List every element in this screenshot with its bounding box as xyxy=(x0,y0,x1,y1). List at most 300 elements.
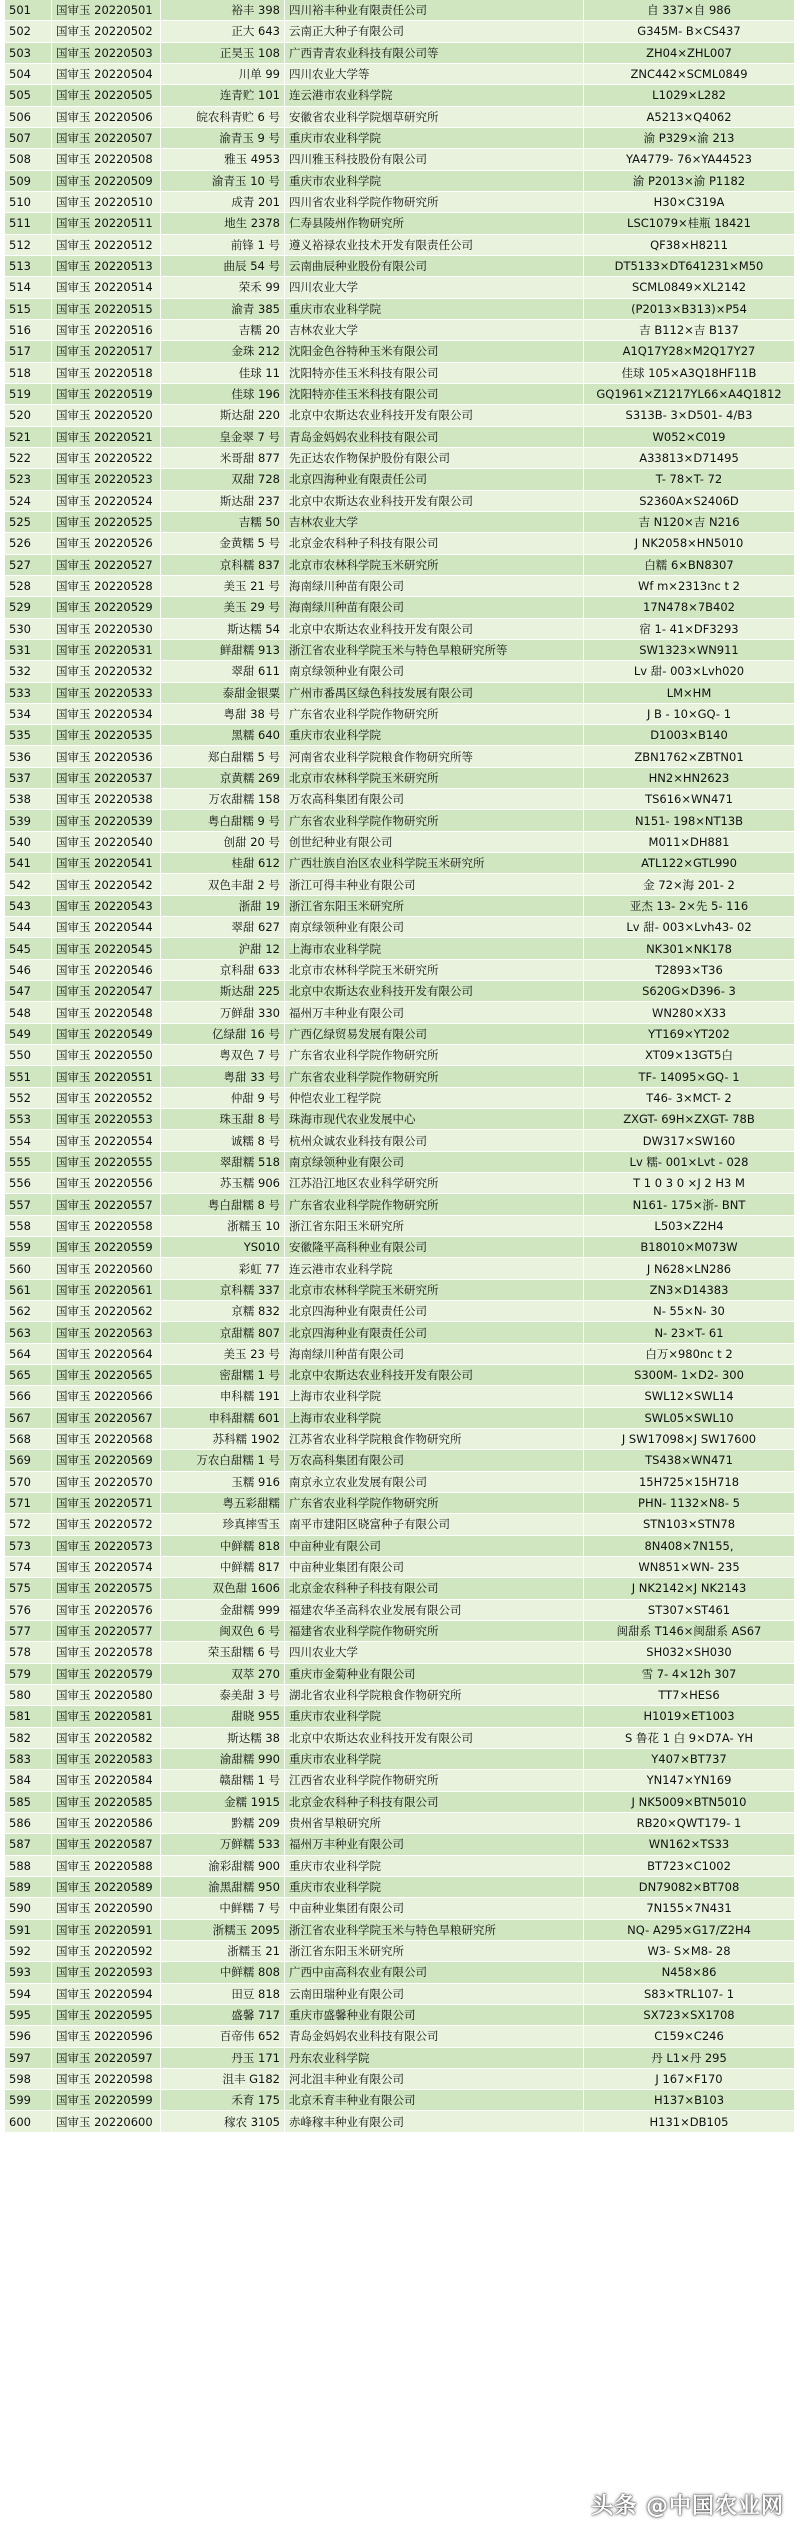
row-number: 571 xyxy=(5,1492,52,1513)
row-number: 595 xyxy=(5,2004,52,2025)
table-row xyxy=(5,703,795,724)
variety-name: 粤双色 7 号 xyxy=(161,1045,285,1066)
approval-code: 国审玉 20220516 xyxy=(52,319,161,340)
table-row xyxy=(5,618,795,639)
applicant: 南平市建阳区晓富种子有限公司 xyxy=(285,1514,584,1535)
pedigree: C159×C246 xyxy=(584,2026,795,2047)
table-row xyxy=(5,2004,795,2025)
pedigree: 渝 P329×渝 213 xyxy=(584,127,795,148)
table-row xyxy=(5,2026,795,2047)
approval-code: 国审玉 20220568 xyxy=(52,1428,161,1449)
table-row xyxy=(5,874,795,895)
row-number: 524 xyxy=(5,490,52,511)
table-row xyxy=(5,1066,795,1087)
variety-name: 金糯 1915 xyxy=(161,1791,285,1812)
pedigree: S 鲁花 1 白 9×D7A- YH xyxy=(584,1727,795,1748)
row-number: 564 xyxy=(5,1343,52,1364)
approval-code: 国审玉 20220530 xyxy=(52,618,161,639)
table-row xyxy=(5,575,795,596)
pedigree: Lv 甜- 003×Lvh020 xyxy=(584,661,795,682)
applicant: 青岛金妈妈农业科技有限公司 xyxy=(285,426,584,447)
pedigree: NK301×NK178 xyxy=(584,938,795,959)
approval-code: 国审玉 20220559 xyxy=(52,1237,161,1258)
applicant: 重庆市农业科学院 xyxy=(285,170,584,191)
pedigree: LM×HM xyxy=(584,682,795,703)
approval-code: 国审玉 20220589 xyxy=(52,1876,161,1897)
approval-code: 国审玉 20220524 xyxy=(52,490,161,511)
pedigree: XT09×13GT5白 xyxy=(584,1045,795,1066)
applicant: 重庆市农业科学院 xyxy=(285,298,584,319)
row-number: 543 xyxy=(5,895,52,916)
pedigree: SCML0849×XL2142 xyxy=(584,277,795,298)
pedigree: A33813×D71495 xyxy=(584,447,795,468)
applicant: 广州市番禺区绿色科技发展有限公司 xyxy=(285,682,584,703)
approval-code: 国审玉 20220596 xyxy=(52,2026,161,2047)
table-row xyxy=(5,426,795,447)
applicant: 海南绿川种苗有限公司 xyxy=(285,1343,584,1364)
approval-code: 国审玉 20220595 xyxy=(52,2004,161,2025)
variety-name: 赣甜糯 1 号 xyxy=(161,1770,285,1791)
approval-code: 国审玉 20220548 xyxy=(52,1002,161,1023)
approval-code: 国审玉 20220511 xyxy=(52,213,161,234)
applicant: 重庆市金菊种业有限公司 xyxy=(285,1663,584,1684)
approval-code: 国审玉 20220567 xyxy=(52,1407,161,1428)
variety-name: 翠甜糯 518 xyxy=(161,1151,285,1172)
pedigree: 金 72×海 201- 2 xyxy=(584,874,795,895)
applicant: 上海市农业科学院 xyxy=(285,938,584,959)
approval-code: 国审玉 20220574 xyxy=(52,1556,161,1577)
approval-code: 国审玉 20220573 xyxy=(52,1535,161,1556)
variety-name: 丹玉 171 xyxy=(161,2047,285,2068)
table-row xyxy=(5,1983,795,2004)
applicant: 创世纪种业有限公司 xyxy=(285,831,584,852)
table-row xyxy=(5,1919,795,1940)
pedigree: J B - 10×GQ- 1 xyxy=(584,703,795,724)
variety-name: 斯达糯 54 xyxy=(161,618,285,639)
applicant: 浙江可得丰种业有限公司 xyxy=(285,874,584,895)
applicant: 浙江省东阳玉米研究所 xyxy=(285,1215,584,1236)
row-number: 556 xyxy=(5,1173,52,1194)
variety-name: 双色甜 1606 xyxy=(161,1578,285,1599)
table-row xyxy=(5,511,795,532)
row-number: 530 xyxy=(5,618,52,639)
row-number: 538 xyxy=(5,789,52,810)
variety-name: 金黄糯 5 号 xyxy=(161,533,285,554)
table-row xyxy=(5,1343,795,1364)
table-row xyxy=(5,42,795,63)
pedigree: S83×TRL107- 1 xyxy=(584,1983,795,2004)
pedigree: 亚杰 13- 2×先 5- 116 xyxy=(584,895,795,916)
table-row xyxy=(5,746,795,767)
table-row xyxy=(5,0,795,21)
pedigree: TS438×WN471 xyxy=(584,1450,795,1471)
row-number: 532 xyxy=(5,661,52,682)
approval-code: 国审玉 20220514 xyxy=(52,277,161,298)
row-number: 575 xyxy=(5,1578,52,1599)
approval-code: 国审玉 20220513 xyxy=(52,255,161,276)
pedigree: SWL12×SWL14 xyxy=(584,1386,795,1407)
applicant: 吉林农业大学 xyxy=(285,511,584,532)
table-row xyxy=(5,1535,795,1556)
variety-name: 翠甜 627 xyxy=(161,917,285,938)
applicant: 上海市农业科学院 xyxy=(285,1386,584,1407)
row-number: 513 xyxy=(5,255,52,276)
approval-code: 国审玉 20220526 xyxy=(52,533,161,554)
approval-code: 国审玉 20220570 xyxy=(52,1471,161,1492)
row-number: 600 xyxy=(5,2111,52,2132)
pedigree: WN280×X33 xyxy=(584,1002,795,1023)
applicant: 四川农业大学等 xyxy=(285,63,584,84)
row-number: 507 xyxy=(5,127,52,148)
pedigree: T46- 3×MCT- 2 xyxy=(584,1087,795,1108)
pedigree: ZBN1762×ZBTN01 xyxy=(584,746,795,767)
approval-code: 国审玉 20220545 xyxy=(52,938,161,959)
row-number: 550 xyxy=(5,1045,52,1066)
variety-name: 粤甜 33 号 xyxy=(161,1066,285,1087)
approval-code: 国审玉 20220535 xyxy=(52,725,161,746)
table-row xyxy=(5,1556,795,1577)
pedigree: J NK2058×HN5010 xyxy=(584,533,795,554)
variety-name: 皖农科青贮 6 号 xyxy=(161,106,285,127)
approval-code: 国审玉 20220553 xyxy=(52,1109,161,1130)
applicant: 广西中亩高科农业有限公司 xyxy=(285,1962,584,1983)
row-number: 542 xyxy=(5,874,52,895)
table-row xyxy=(5,1450,795,1471)
approval-code: 国审玉 20220510 xyxy=(52,191,161,212)
variety-name: 前锋 1 号 xyxy=(161,234,285,255)
row-number: 512 xyxy=(5,234,52,255)
approval-code: 国审玉 20220537 xyxy=(52,767,161,788)
applicant: 重庆市农业科学院 xyxy=(285,725,584,746)
row-number: 573 xyxy=(5,1535,52,1556)
row-number: 520 xyxy=(5,405,52,426)
table-row xyxy=(5,2090,795,2111)
table-row xyxy=(5,554,795,575)
pedigree: YN147×YN169 xyxy=(584,1770,795,1791)
pedigree: DW317×SW160 xyxy=(584,1130,795,1151)
applicant: 四川农业大学 xyxy=(285,1642,584,1663)
approval-code: 国审玉 20220555 xyxy=(52,1151,161,1172)
applicant: 连云港市农业科学院 xyxy=(285,85,584,106)
applicant: 重庆市盛馨种业有限公司 xyxy=(285,2004,584,2025)
variety-name: 地生 2378 xyxy=(161,213,285,234)
variety-name: 百帝伟 652 xyxy=(161,2026,285,2047)
pedigree: WN851×WN- 235 xyxy=(584,1556,795,1577)
approval-code: 国审玉 20220522 xyxy=(52,447,161,468)
applicant: 先正达农作物保护股份有限公司 xyxy=(285,447,584,468)
applicant: 广东省农业科学院作物研究所 xyxy=(285,1045,584,1066)
variety-name: 鲜甜糯 913 xyxy=(161,639,285,660)
applicant: 河北沮丰种业有限公司 xyxy=(285,2068,584,2089)
table-row xyxy=(5,2047,795,2068)
applicant: 沈阳特亦佳玉米科技有限公司 xyxy=(285,383,584,404)
table-row xyxy=(5,1620,795,1641)
approval-code: 国审玉 20220584 xyxy=(52,1770,161,1791)
row-number: 506 xyxy=(5,106,52,127)
applicant: 南京绿领种业有限公司 xyxy=(285,917,584,938)
approval-code: 国审玉 20220506 xyxy=(52,106,161,127)
approval-code: 国审玉 20220571 xyxy=(52,1492,161,1513)
row-number: 577 xyxy=(5,1620,52,1641)
table-row xyxy=(5,234,795,255)
pedigree: S620G×D396- 3 xyxy=(584,981,795,1002)
applicant: 广东省农业科学院作物研究所 xyxy=(285,810,584,831)
table-row xyxy=(5,1940,795,1961)
approval-code: 国审玉 20220554 xyxy=(52,1130,161,1151)
variety-name: 粤白甜糯 9 号 xyxy=(161,810,285,831)
applicant: 重庆市农业科学院 xyxy=(285,127,584,148)
applicant: 重庆市农业科学院 xyxy=(285,1748,584,1769)
row-number: 585 xyxy=(5,1791,52,1812)
pedigree: B18010×M073W xyxy=(584,1237,795,1258)
approval-code: 国审玉 20220507 xyxy=(52,127,161,148)
row-number: 502 xyxy=(5,21,52,42)
applicant: 北京中农斯达农业科技开发有限公司 xyxy=(285,490,584,511)
table-row xyxy=(5,1855,795,1876)
variety-name: 双甜 728 xyxy=(161,469,285,490)
row-number: 540 xyxy=(5,831,52,852)
row-number: 515 xyxy=(5,298,52,319)
row-number: 569 xyxy=(5,1450,52,1471)
applicant: 北京金农科种子科技有限公司 xyxy=(285,533,584,554)
row-number: 527 xyxy=(5,554,52,575)
row-number: 561 xyxy=(5,1279,52,1300)
variety-name: 玉糯 916 xyxy=(161,1471,285,1492)
row-number: 560 xyxy=(5,1258,52,1279)
variety-name: 申科糯 191 xyxy=(161,1386,285,1407)
row-number: 539 xyxy=(5,810,52,831)
variety-name: 荣禾 99 xyxy=(161,277,285,298)
pedigree: N151- 198×NT13B xyxy=(584,810,795,831)
row-number: 552 xyxy=(5,1087,52,1108)
variety-name: 美玉 23 号 xyxy=(161,1343,285,1364)
pedigree: T2893×T36 xyxy=(584,959,795,980)
table-row xyxy=(5,2068,795,2089)
approval-code: 国审玉 20220536 xyxy=(52,746,161,767)
applicant: 北京四海种业有限责任公司 xyxy=(285,1301,584,1322)
pedigree: J N628×LN286 xyxy=(584,1258,795,1279)
approval-code: 国审玉 20220583 xyxy=(52,1748,161,1769)
pedigree: 15H725×15H718 xyxy=(584,1471,795,1492)
row-number: 519 xyxy=(5,383,52,404)
pedigree: YT169×YT202 xyxy=(584,1023,795,1044)
table-row xyxy=(5,447,795,468)
row-number: 567 xyxy=(5,1407,52,1428)
approval-code: 国审玉 20220525 xyxy=(52,511,161,532)
approval-code: 国审玉 20220519 xyxy=(52,383,161,404)
approval-code: 国审玉 20220529 xyxy=(52,597,161,618)
variety-name: 成青 201 xyxy=(161,191,285,212)
row-number: 525 xyxy=(5,511,52,532)
pedigree: S300M- 1×D2- 300 xyxy=(584,1365,795,1386)
row-number: 594 xyxy=(5,1983,52,2004)
approval-code: 国审玉 20220578 xyxy=(52,1642,161,1663)
variety-name: 郑白甜糯 5 号 xyxy=(161,746,285,767)
approval-code: 国审玉 20220528 xyxy=(52,575,161,596)
row-number: 579 xyxy=(5,1663,52,1684)
pedigree: YA4779- 76×YA44523 xyxy=(584,149,795,170)
table-row xyxy=(5,490,795,511)
variety-name: 美玉 29 号 xyxy=(161,597,285,618)
approval-code: 国审玉 20220539 xyxy=(52,810,161,831)
table-row xyxy=(5,1237,795,1258)
pedigree: SW1323×WN911 xyxy=(584,639,795,660)
variety-name: 泰甜金银粟 xyxy=(161,682,285,703)
table-row xyxy=(5,383,795,404)
variety-name: 浙糯玉 2095 xyxy=(161,1919,285,1940)
row-number: 534 xyxy=(5,703,52,724)
approval-code: 国审玉 20220598 xyxy=(52,2068,161,2089)
applicant: 北京金农科种子科技有限公司 xyxy=(285,1578,584,1599)
row-number: 514 xyxy=(5,277,52,298)
row-number: 565 xyxy=(5,1365,52,1386)
variety-name: 诚糯 8 号 xyxy=(161,1130,285,1151)
row-number: 557 xyxy=(5,1194,52,1215)
row-number: 528 xyxy=(5,575,52,596)
applicant: 重庆市农业科学院 xyxy=(285,1855,584,1876)
table-row xyxy=(5,319,795,340)
approval-code: 国审玉 20220521 xyxy=(52,426,161,447)
table-row xyxy=(5,85,795,106)
applicant: 福州万丰种业有限公司 xyxy=(285,1002,584,1023)
table-row xyxy=(5,1130,795,1151)
approval-code: 国审玉 20220534 xyxy=(52,703,161,724)
applicant: 北京禾育丰种业有限公司 xyxy=(285,2090,584,2111)
pedigree: Lv 糯- 001×Lvt - 028 xyxy=(584,1151,795,1172)
variety-name: 渝青 385 xyxy=(161,298,285,319)
row-number: 551 xyxy=(5,1066,52,1087)
pedigree: QF38×H8211 xyxy=(584,234,795,255)
applicant: 云南曲辰种业股份有限公司 xyxy=(285,255,584,276)
approval-code: 国审玉 20220532 xyxy=(52,661,161,682)
variety-name: 渝彩甜糯 900 xyxy=(161,1855,285,1876)
pedigree: H1019×ET1003 xyxy=(584,1706,795,1727)
applicant: 北京中农斯达农业科技开发有限公司 xyxy=(285,981,584,1002)
variety-name: 浙糯玉 21 xyxy=(161,1940,285,1961)
pedigree: 7N155×7N431 xyxy=(584,1898,795,1919)
table-row xyxy=(5,1215,795,1236)
applicant: 浙江省农业科学院玉米与特色旱粮研究所等 xyxy=(285,639,584,660)
applicant: 浙江省东阳玉米研究所 xyxy=(285,1940,584,1961)
variety-name: 翠甜 611 xyxy=(161,661,285,682)
pedigree: ST307×ST461 xyxy=(584,1599,795,1620)
applicant: 连云港市农业科学院 xyxy=(285,1258,584,1279)
approval-code: 国审玉 20220586 xyxy=(52,1812,161,1833)
variety-name: 京科甜 633 xyxy=(161,959,285,980)
table-row xyxy=(5,1322,795,1343)
variety-name: 浙糯玉 10 xyxy=(161,1215,285,1236)
variety-name: 彩虹 77 xyxy=(161,1258,285,1279)
pedigree: RB20×QWT179- 1 xyxy=(584,1812,795,1833)
table-row xyxy=(5,1492,795,1513)
pedigree: M011×DH881 xyxy=(584,831,795,852)
variety-name: 盛馨 717 xyxy=(161,2004,285,2025)
approval-code: 国审玉 20220523 xyxy=(52,469,161,490)
approval-code: 国审玉 20220569 xyxy=(52,1450,161,1471)
pedigree: G345M- B×CS437 xyxy=(584,21,795,42)
row-number: 547 xyxy=(5,981,52,1002)
applicant: 广东省农业科学院作物研究所 xyxy=(285,1492,584,1513)
row-number: 562 xyxy=(5,1301,52,1322)
variety-name: 京科糯 337 xyxy=(161,1279,285,1300)
pedigree: SX723×SX1708 xyxy=(584,2004,795,2025)
pedigree: T- 78×T- 72 xyxy=(584,469,795,490)
row-number: 563 xyxy=(5,1322,52,1343)
pedigree: GQ1961×Z1217YL66×A4Q1812 xyxy=(584,383,795,404)
table-row xyxy=(5,1109,795,1130)
pedigree: ZNC442×SCML0849 xyxy=(584,63,795,84)
row-number: 541 xyxy=(5,853,52,874)
approval-code: 国审玉 20220512 xyxy=(52,234,161,255)
approval-code: 国审玉 20220576 xyxy=(52,1599,161,1620)
pedigree: J NK5009×BTN5010 xyxy=(584,1791,795,1812)
approval-code: 国审玉 20220563 xyxy=(52,1322,161,1343)
table-row xyxy=(5,1428,795,1449)
variety-name: 泰美甜 3 号 xyxy=(161,1684,285,1705)
row-number: 566 xyxy=(5,1386,52,1407)
table-row xyxy=(5,682,795,703)
applicant: 江苏省农业科学院粮食作物研究所 xyxy=(285,1428,584,1449)
pedigree: N458×86 xyxy=(584,1962,795,1983)
watermark: 头条 @中国农业网 xyxy=(591,2494,784,2519)
applicant: 浙江省农业科学院玉米与特色旱粮研究所 xyxy=(285,1919,584,1940)
approval-code: 国审玉 20220531 xyxy=(52,639,161,660)
approval-code: 国审玉 20220518 xyxy=(52,362,161,383)
applicant: 南京绿领种业有限公司 xyxy=(285,661,584,682)
row-number: 553 xyxy=(5,1109,52,1130)
table-row xyxy=(5,341,795,362)
applicant: 北京市农林科学院玉米研究所 xyxy=(285,1279,584,1300)
applicant: 中亩种业有限公司 xyxy=(285,1535,584,1556)
approval-code: 国审玉 20220580 xyxy=(52,1684,161,1705)
pedigree: D1003×B140 xyxy=(584,725,795,746)
pedigree: J NK2142×J NK2143 xyxy=(584,1578,795,1599)
table-row xyxy=(5,895,795,916)
applicant: 广东省农业科学院作物研究所 xyxy=(285,1194,584,1215)
approval-code: 国审玉 20220508 xyxy=(52,149,161,170)
approval-code: 国审玉 20220540 xyxy=(52,831,161,852)
pedigree: 雪 7- 4×12h 307 xyxy=(584,1663,795,1684)
pedigree: 佳球 105×A3Q18HF11B xyxy=(584,362,795,383)
variety-name: 甜晓 955 xyxy=(161,1706,285,1727)
pedigree: HN2×HN2623 xyxy=(584,767,795,788)
approval-code: 国审玉 20220587 xyxy=(52,1834,161,1855)
table-row xyxy=(5,1279,795,1300)
row-number: 516 xyxy=(5,319,52,340)
row-number: 521 xyxy=(5,426,52,447)
row-number: 545 xyxy=(5,938,52,959)
applicant: 南京永立农业发展有限公司 xyxy=(285,1471,584,1492)
variety-name: 黑糯 640 xyxy=(161,725,285,746)
variety-name: 亿绿甜 16 号 xyxy=(161,1023,285,1044)
table-row xyxy=(5,213,795,234)
row-number: 518 xyxy=(5,362,52,383)
table-row xyxy=(5,1876,795,1897)
applicant: 珠海市现代农业发展中心 xyxy=(285,1109,584,1130)
pedigree: BT723×C1002 xyxy=(584,1855,795,1876)
table-row xyxy=(5,1471,795,1492)
variety-name: 美玉 21 号 xyxy=(161,575,285,596)
approval-code: 国审玉 20220591 xyxy=(52,1919,161,1940)
approval-code: 国审玉 20220556 xyxy=(52,1173,161,1194)
variety-name: 雅玉 4953 xyxy=(161,149,285,170)
applicant: 湖北省农业科学院粮食作物研究所 xyxy=(285,1684,584,1705)
row-number: 582 xyxy=(5,1727,52,1748)
table-row xyxy=(5,1642,795,1663)
table-row xyxy=(5,106,795,127)
applicant: 沈阳特亦佳玉米科技有限公司 xyxy=(285,362,584,383)
row-number: 574 xyxy=(5,1556,52,1577)
